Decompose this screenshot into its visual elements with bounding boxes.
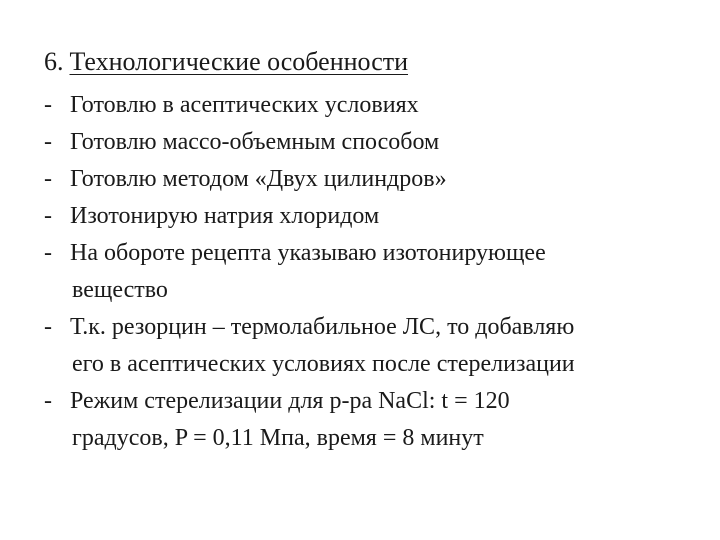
list-item-line: Готовлю массо-объемным способом [70,129,440,155]
bullet-dash: - [44,240,52,266]
list-item-line: Т.к. резорцин – термолабильное ЛС, то добавляю [70,314,575,340]
list-item [44,198,684,235]
list-item [44,161,684,198]
list-item [44,309,684,383]
list-item-line-continued: его в асептических условиях после стерелизации [72,351,575,377]
list-item [44,87,684,124]
list-item-text [70,235,684,309]
bullet-list [44,87,684,457]
bullet-dash: - [44,314,52,340]
list-item-line: Изотонирую натрия хлоридом [70,203,380,229]
list-item [44,235,684,309]
section-heading [44,44,408,80]
list-item-text [70,87,684,124]
list-item-line: Режим стерелизации для р-ра NaCl: t = 120 [70,388,510,414]
list-item [44,383,684,457]
bullet-dash: - [44,388,52,414]
bullet-dash: - [44,203,52,229]
bullet-dash: - [44,92,52,118]
list-item-text [70,161,684,198]
bullet-dash: - [44,166,52,192]
list-item-text [70,383,684,457]
list-item-line: Готовлю методом «Двух цилиндров» [70,166,447,192]
list-item-text [70,198,684,235]
bullet-dash: - [44,129,52,155]
list-item-line-continued: градусов, P = 0,11 Мпа, время = 8 минут [72,425,484,451]
list-item-line: На обороте рецепта указываю изотонирующее [70,240,546,266]
list-item-line: Готовлю в асептических условиях [70,92,419,118]
list-item-text [70,309,684,383]
list-item-line-continued: вещество [72,277,168,303]
list-item [44,124,684,161]
section-title: Технологические особенности [69,47,409,76]
section-number: 6. [44,47,64,76]
list-item-text [70,124,684,161]
